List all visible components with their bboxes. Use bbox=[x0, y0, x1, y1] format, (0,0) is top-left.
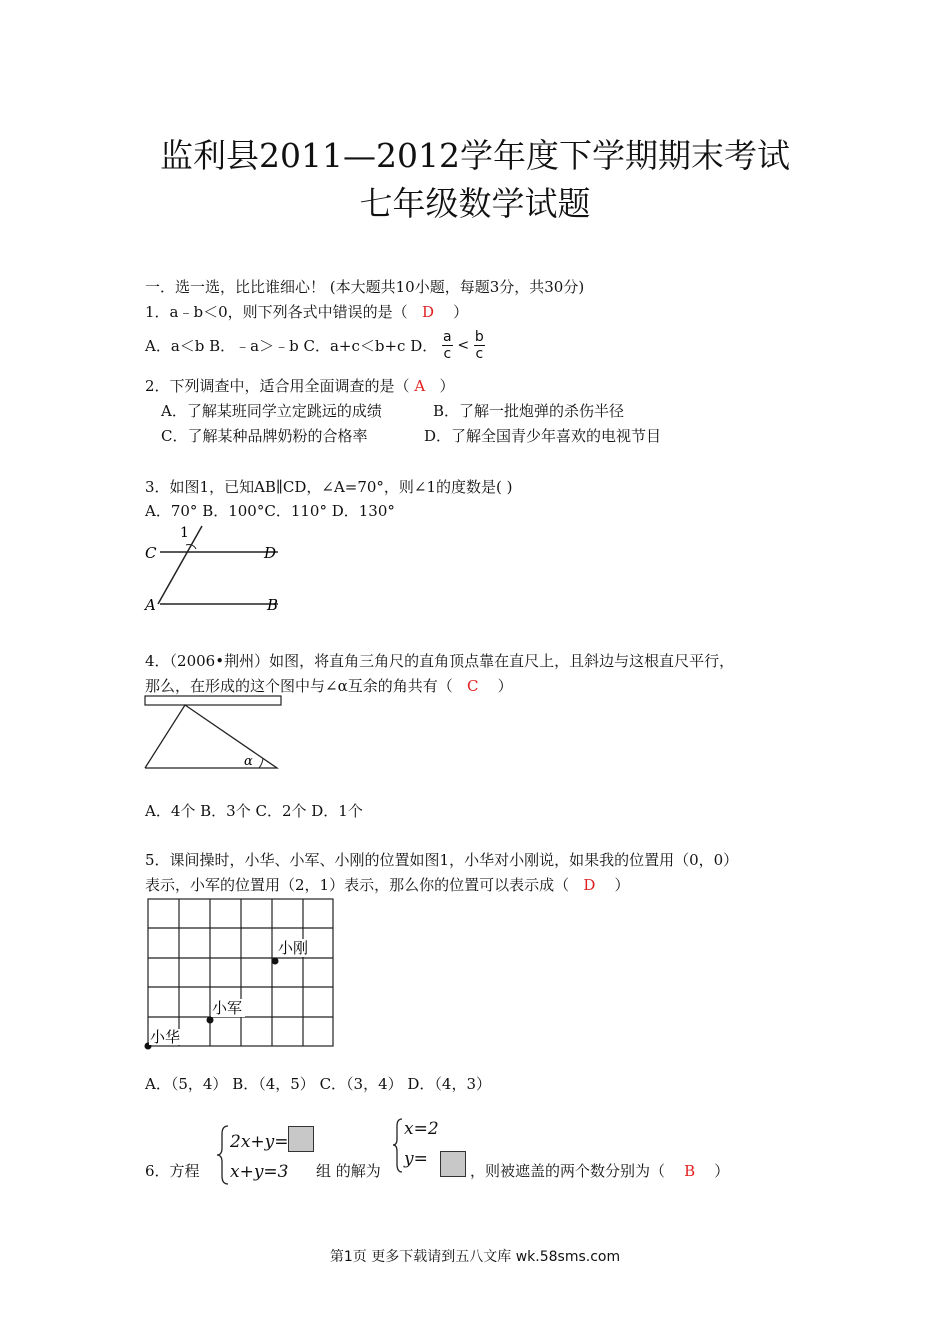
question-4-line2 bbox=[145, 675, 513, 696]
fraction-a-denominator: c bbox=[443, 346, 452, 362]
label-xiaojun: 小军 bbox=[212, 999, 243, 1017]
figure-parallel-lines bbox=[140, 522, 290, 614]
question-1-stem bbox=[145, 301, 468, 322]
solution-system bbox=[392, 1115, 472, 1181]
label-c: C bbox=[145, 544, 157, 562]
question-4-line1: 4．（2006•荆州）如图，将直角三角尺的直角顶点靠在直尺上，且斜边与这根直尺平行， bbox=[145, 652, 735, 670]
label-b: B bbox=[267, 596, 279, 614]
question-5-line2 bbox=[145, 874, 630, 895]
question-2-option-d: D．了解全国青少年喜欢的电视节目 bbox=[424, 427, 662, 445]
question-2-option-b: B．了解一批炮弹的杀伤半径 bbox=[433, 402, 625, 420]
grid-lines bbox=[148, 899, 333, 1046]
question-5-options: A．（5，4） B．（4，5） C．（3，4） D．（4，3） bbox=[145, 1075, 492, 1093]
ruler-rect bbox=[145, 696, 281, 705]
question-5-line1: 5．课间操时，小华、小军、小刚的位置如图1，小华对小刚说，如果我的位置用（0，0） bbox=[145, 851, 739, 869]
question-3-options: A．70° B．100°C．110° D．130° bbox=[145, 502, 395, 520]
equation-system bbox=[216, 1124, 316, 1188]
question-2-option-c: C．了解某种品牌奶粉的合格率 bbox=[161, 427, 368, 445]
solution-y: y= bbox=[404, 1149, 428, 1169]
hidden-value-box-1 bbox=[288, 1126, 314, 1152]
label-a: A bbox=[145, 596, 156, 614]
left-brace-icon bbox=[216, 1124, 230, 1186]
label-xiaohua: 小华 bbox=[150, 1028, 181, 1046]
solution-x: x=2 bbox=[404, 1119, 439, 1139]
page-title: 监利县2011—2012学年度下学期期末考试 bbox=[160, 136, 790, 175]
label-d: D bbox=[264, 544, 277, 562]
fraction-b-over-c bbox=[474, 329, 485, 362]
equation-2: x+y=3 bbox=[230, 1162, 289, 1182]
question-2-close: ） bbox=[439, 377, 455, 395]
question-1-options-text: A．a＜b B．﹣a＞﹣b C．a+c＜b+c D． bbox=[145, 337, 438, 355]
section-heading: 一．选一选，比比谁细心！ (本大题共10小题，每题3分，共30分) bbox=[145, 278, 585, 296]
less-than-sign: < bbox=[457, 337, 470, 354]
question-3-stem: 3．如图1，已知AB∥CD，∠A=70°，则∠1的度数是( ) bbox=[145, 478, 513, 496]
page-footer: 第1页 更多下载请到五八文库 wk.58sms.com bbox=[329, 1249, 621, 1265]
question-6-close: ） bbox=[714, 1162, 730, 1180]
fraction-a-over-c bbox=[442, 329, 453, 362]
question-1-options bbox=[145, 329, 485, 362]
question-2-stem bbox=[145, 375, 455, 396]
question-2-answer: A bbox=[414, 377, 426, 395]
label-1: 1 bbox=[180, 525, 189, 541]
question-6-mid: 组 的解为 bbox=[316, 1162, 381, 1180]
question-4-answer: C bbox=[467, 677, 479, 695]
fraction-a-numerator: a bbox=[443, 329, 452, 345]
question-6-suffix bbox=[470, 1160, 729, 1181]
solution-brace-icon bbox=[392, 1117, 404, 1175]
fraction-b-numerator: b bbox=[474, 329, 484, 345]
page-subtitle: 七年级数学试题 bbox=[359, 184, 591, 223]
question-4-text: 那么，在形成的这个图中与∠α互余的角共有（ bbox=[145, 677, 453, 695]
equation-1 bbox=[230, 1132, 289, 1152]
point-xiaojun bbox=[207, 1017, 214, 1024]
hidden-value-box-2 bbox=[440, 1151, 466, 1177]
fraction-b-denominator: c bbox=[475, 346, 484, 362]
question-1-answer: D bbox=[421, 303, 434, 321]
equation-1-text: 2x+y= bbox=[230, 1132, 289, 1152]
question-4-close: ） bbox=[497, 677, 513, 695]
question-2-option-a: A．了解某班同学立定跳远的成绩 bbox=[161, 402, 382, 420]
question-6-answer: B bbox=[684, 1162, 696, 1180]
question-1-text: 1．a﹣b＜0，则下列各式中错误的是（ bbox=[145, 303, 408, 321]
position-grid-figure bbox=[144, 896, 336, 1050]
question-6-text: ，则被遮盖的两个数分别为（ bbox=[470, 1162, 666, 1180]
question-1-close: ） bbox=[453, 303, 469, 321]
question-2-text: 2．下列调查中，适合用全面调查的是（ bbox=[145, 377, 410, 395]
question-5-close: ） bbox=[614, 876, 630, 894]
figure-triangle-ruler bbox=[143, 694, 285, 770]
question-5-text: 表示，小军的位置用（2，1）表示，那么你的位置可以表示成（ bbox=[145, 876, 570, 894]
question-5-answer: D bbox=[583, 876, 596, 894]
label-xiaogang: 小刚 bbox=[278, 939, 309, 957]
triangle-shape bbox=[145, 705, 277, 768]
label-alpha: α bbox=[244, 754, 253, 769]
question-4-options: A．4个 B．3个 C．2个 D．1个 bbox=[145, 802, 363, 820]
question-6-prefix: 6．方程 bbox=[145, 1162, 200, 1180]
point-xiaogang bbox=[272, 958, 279, 965]
alpha-arc bbox=[259, 758, 263, 768]
